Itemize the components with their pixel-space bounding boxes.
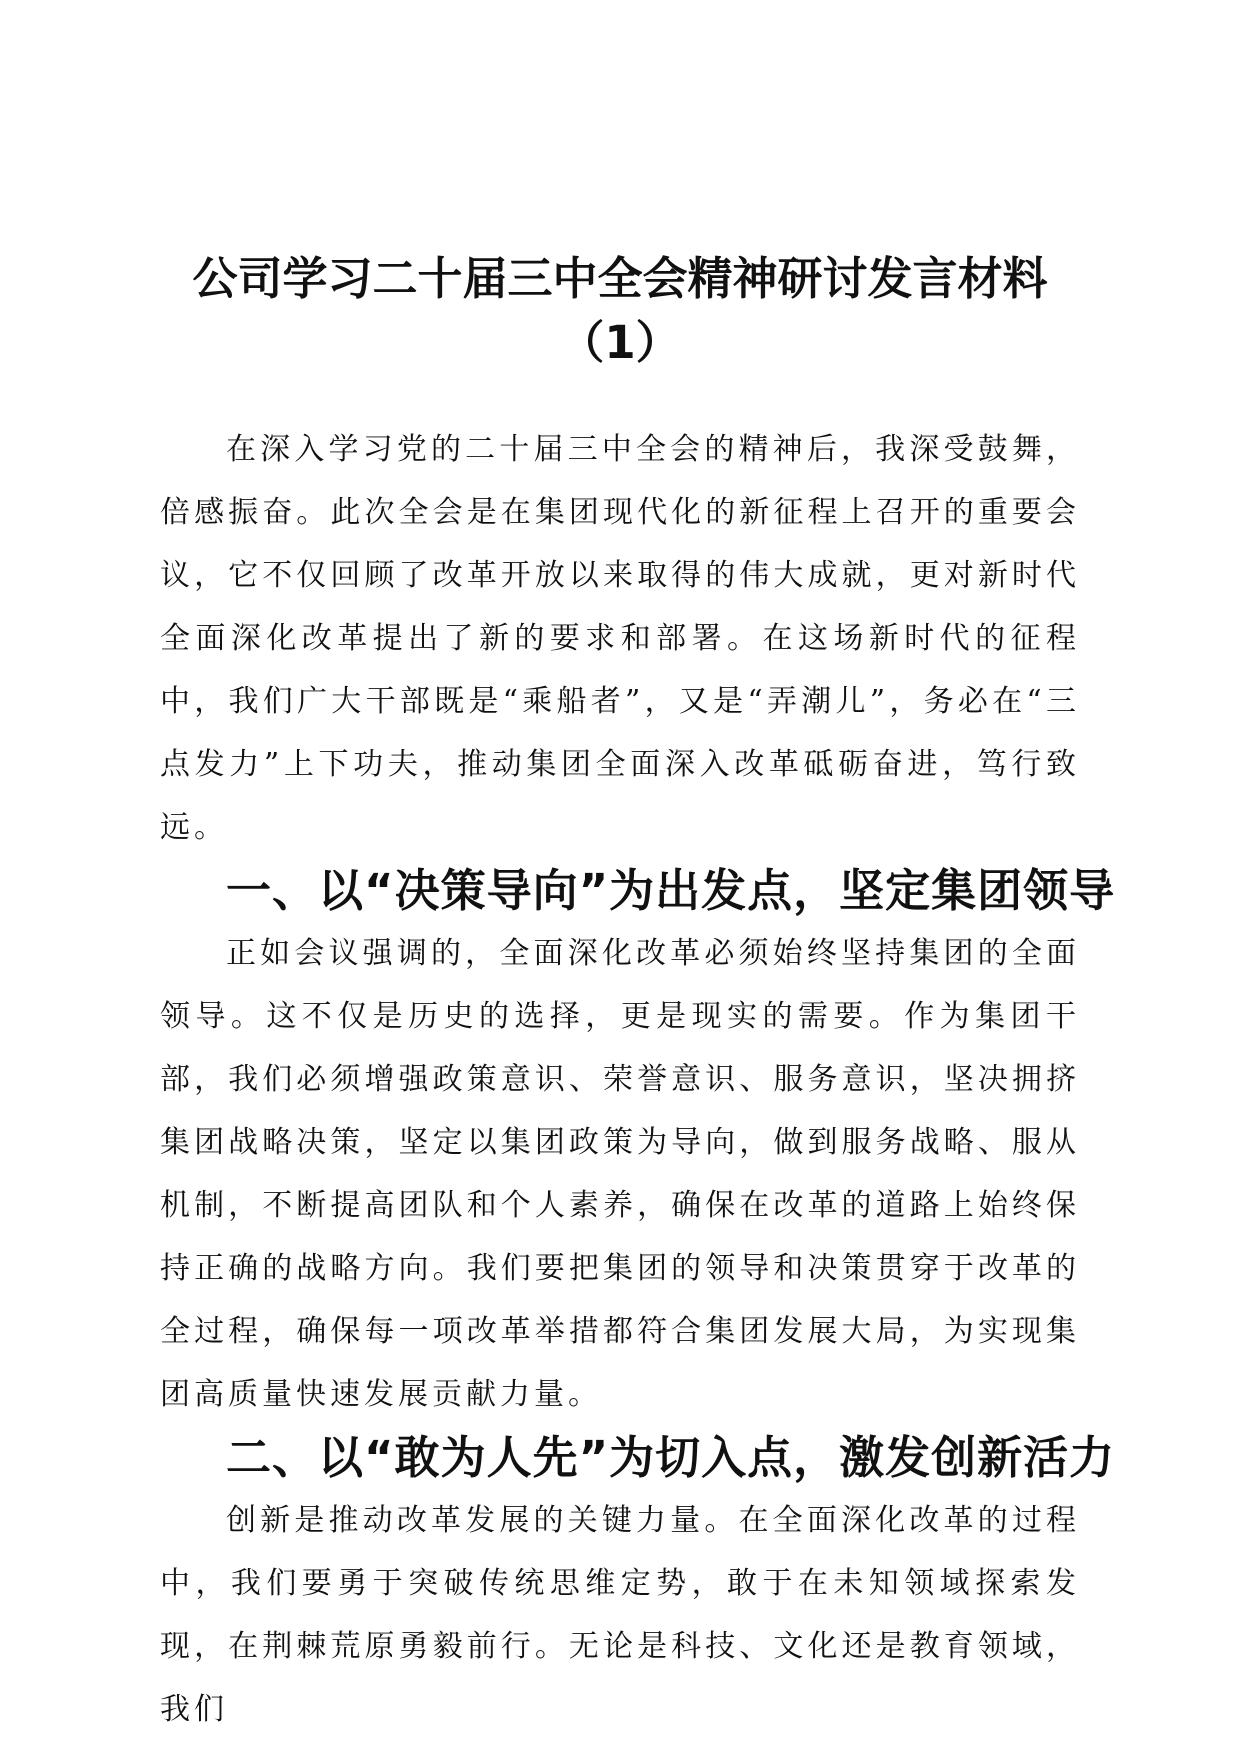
section-1-heading: 一、以“决策导向”为出发点，坚定集团领导 (226, 864, 1116, 917)
section-2-paragraph: 创新是推动改革发展的关键力量。在全面深化改革的过程中，我们要勇于突破传统思维定势，敢于在未知领域探索发现，在荆棘荒原勇毅前行。无论是科技、文化还是教育领域，我们 (160, 1503, 1080, 1727)
section-2-heading: 二、以“敢为人先”为切入点，激发创新活力 (226, 1431, 1116, 1484)
intro-paragraph: 在深入学习党的二十届三中全会的精神后，我深受鼓舞，倍感振奋。此次全会是在集团现代化的新征程上召开的重要会议，它不仅回顾了改革开放以来取得的伟大成就，更对新时代全面深化改革提出了新的要求和部署。在这场新时代的征程中，我们广大干部既是“乘船者”，又是“弄潮儿”，务必在“三点发力”上下功夫，推动集团全面深入改革砥砺奋进，笃行致远。 (160, 432, 1080, 845)
document-title: 公司学习二十届三中全会精神研讨发言材料 (192, 252, 1048, 305)
document-title-number: （1） (559, 316, 681, 369)
document-body (160, 418, 1116, 1741)
section-1-paragraph: 正如会议强调的，全面深化改革必须始终坚持集团的全面领导。这不仅是历史的选择，更是现实的需要。作为集团干部，我们必须增强政策意识、荣誉意识、服务意识，坚决拥挤集团战略决策，坚定以集团政策为导向，做到服务战略、服从机制，不断提高团队和个人素养，确保在改革的道路上始终保持正确的战略方向。我们要把集团的领导和决策贯穿于改革的全过程，确保每一项改革举措都符合集团发展大局，为实现集团高质量快速发展贡献力量。 (160, 936, 1080, 1412)
